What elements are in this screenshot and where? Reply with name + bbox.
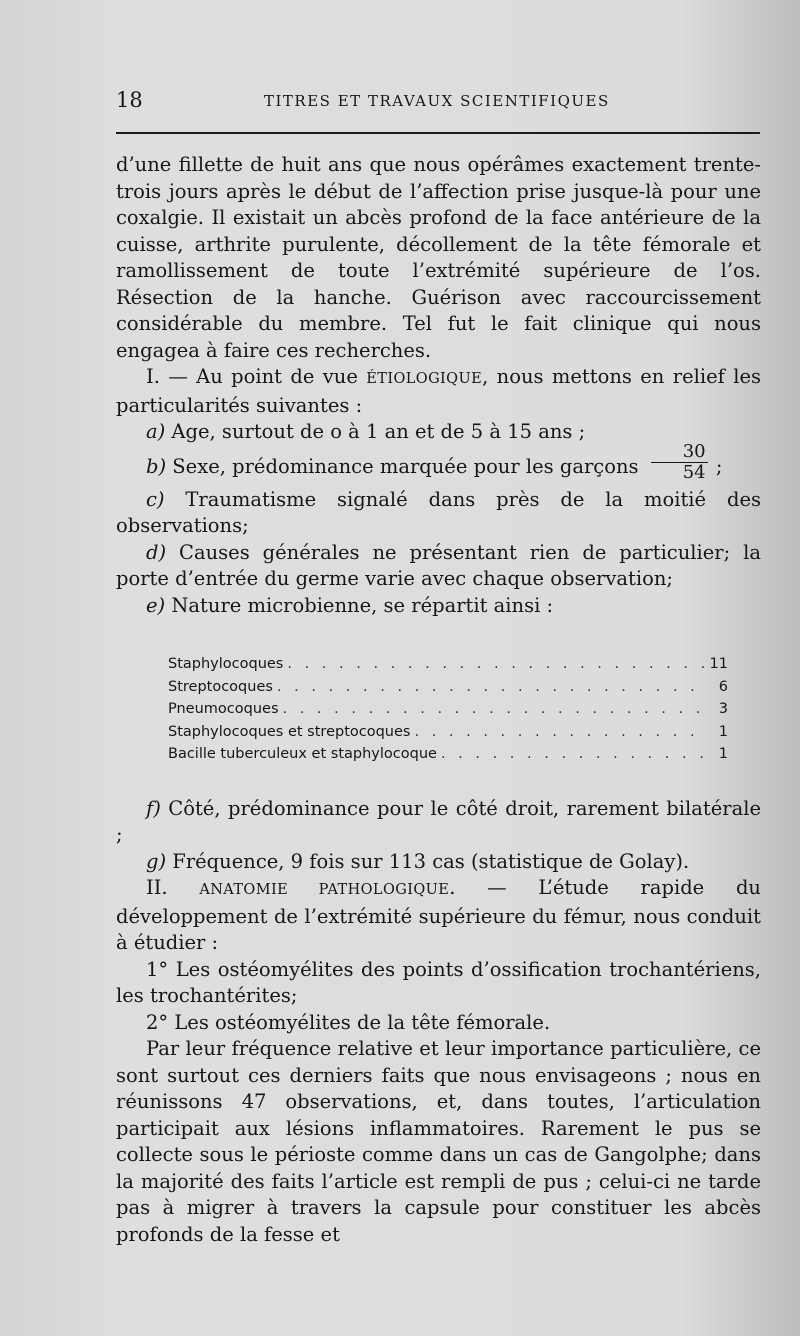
- fraction-numerator: 30: [651, 442, 708, 463]
- page-header: [116, 88, 760, 118]
- dot-leader: [283, 698, 705, 721]
- table-row: [168, 698, 728, 721]
- section2-rest: . — L’étude rapide du développement de l’extrémité supérieure du fémur, nous conduit à étudier :: [116, 876, 761, 954]
- item-b-text: Sexe, prédominance marquée pour les garçons: [166, 454, 645, 478]
- dot-leader: [287, 653, 704, 676]
- section-anatomie: [116, 875, 761, 957]
- section1-rest: , nous mettons en relief les particularités suivantes :: [116, 365, 761, 417]
- microbe-name: Pneumocoques: [168, 701, 279, 717]
- microbe-name: Staphylocoques: [168, 656, 284, 672]
- item-c-text: Traumatisme signalé dans près de la moitié des observations;: [116, 487, 761, 537]
- section1-term: ÉTIOLOGIQUE: [366, 371, 483, 387]
- section2-prefix: II.: [146, 876, 200, 899]
- fraction-denominator: 54: [682, 461, 706, 483]
- microbe-count: 6: [718, 678, 728, 695]
- sex-ratio-fraction: [651, 442, 708, 483]
- microbe-count: 1: [718, 746, 728, 762]
- section1-prefix: I. — Au point de vue: [146, 365, 367, 388]
- dot-leader: [414, 721, 704, 744]
- page-number: 18: [116, 88, 143, 112]
- item-d-label: d): [146, 540, 167, 564]
- section-etiologie: [116, 364, 761, 419]
- item-f-label: f): [146, 796, 161, 820]
- item-e: [116, 593, 761, 620]
- item-b-end: ;: [709, 454, 723, 478]
- microbe-count: 1: [718, 723, 728, 740]
- item-g-text: Fréquence, 9 fois sur 113 cas (statistique de Golay).: [166, 849, 690, 873]
- microbe-count: 11: [709, 656, 728, 672]
- header-rule: [116, 132, 760, 134]
- item-g: [116, 849, 761, 876]
- dot-leader: [277, 676, 704, 699]
- table-row: [168, 721, 728, 744]
- item-c-label: c): [146, 487, 165, 511]
- item-g-label: g): [146, 849, 167, 873]
- item-2: 2° Les ostéomyélites de la tête fémorale.: [146, 1010, 551, 1034]
- item-c: [116, 487, 761, 540]
- microbe-name: Staphylocoques et streptocoques: [168, 723, 411, 740]
- final-paragraph: Par leur fréquence relative et leur importance particulière, ce sont surtout ces derniers faits que nous envisageons ; nous en réunissons 47 observations, et, dans toutes, l’articulation participait aux lésions inflammatoires. Rarement le pus se collecte sous le périoste comme dans un cas de Gangolphe; dans la majorité des faits l’article est rempli de pus ; celui-ci ne tarde pas à migrer à travers la capsule pour constituer les abcès profonds de la fesse et: [116, 1037, 761, 1246]
- item-f-text: Côté, prédominance pour le côté droit, rarement bilatérale ;: [116, 796, 761, 846]
- item-e-label: e): [146, 593, 166, 617]
- microbe-count: 3: [718, 701, 728, 717]
- item-a-text: Age, surtout de o à 1 an et de 5 à 15 ans ;: [165, 420, 586, 443]
- intro-paragraph: d’une fillette de huit ans que nous opérâmes exactement trente-trois jours après le début de l’affection prise jusque-là pour une coxalgie. Il existait un abcès profond de la face antérieure de la cuisse, arthrite purulente, décollement de la tête fémorale et ramollissement de toute l’extrémité supérieure de l’os. Résection de la hanche. Guérison avec raccourcissement considérable du membre. Tel fut le fait clinique qui nous engagea à faire ces recherches.: [116, 153, 761, 362]
- item-d-text: Causes générales ne présentant rien de particulier; la porte d’entrée du germe varie avec chaque observation;: [116, 540, 761, 590]
- item-e-text: Nature microbienne, se répartit ainsi :: [165, 593, 554, 617]
- table-row: [168, 676, 728, 699]
- item-d: [116, 540, 761, 593]
- microbe-table: [168, 653, 728, 766]
- section2-term: ANATOMIE PATHOLOGIQUE: [199, 882, 450, 898]
- dot-leader: [441, 743, 704, 766]
- item-b: [116, 440, 761, 483]
- table-row: [168, 653, 728, 676]
- item-f: [116, 796, 761, 849]
- item-a-label: a): [146, 420, 166, 443]
- body-text: [116, 152, 761, 1248]
- microbe-name: Bacille tuberculeux et staphylocoque: [168, 746, 437, 762]
- running-title: TITRES ET TRAVAUX SCIENTIFIQUES: [264, 92, 610, 110]
- microbe-name: Streptocoques: [168, 678, 273, 695]
- table-row: [168, 743, 728, 766]
- item-1: 1° Les ostéomyélites des points d’ossification trochantériens, les trochantérites;: [116, 957, 761, 1007]
- item-b-label: b): [146, 454, 167, 478]
